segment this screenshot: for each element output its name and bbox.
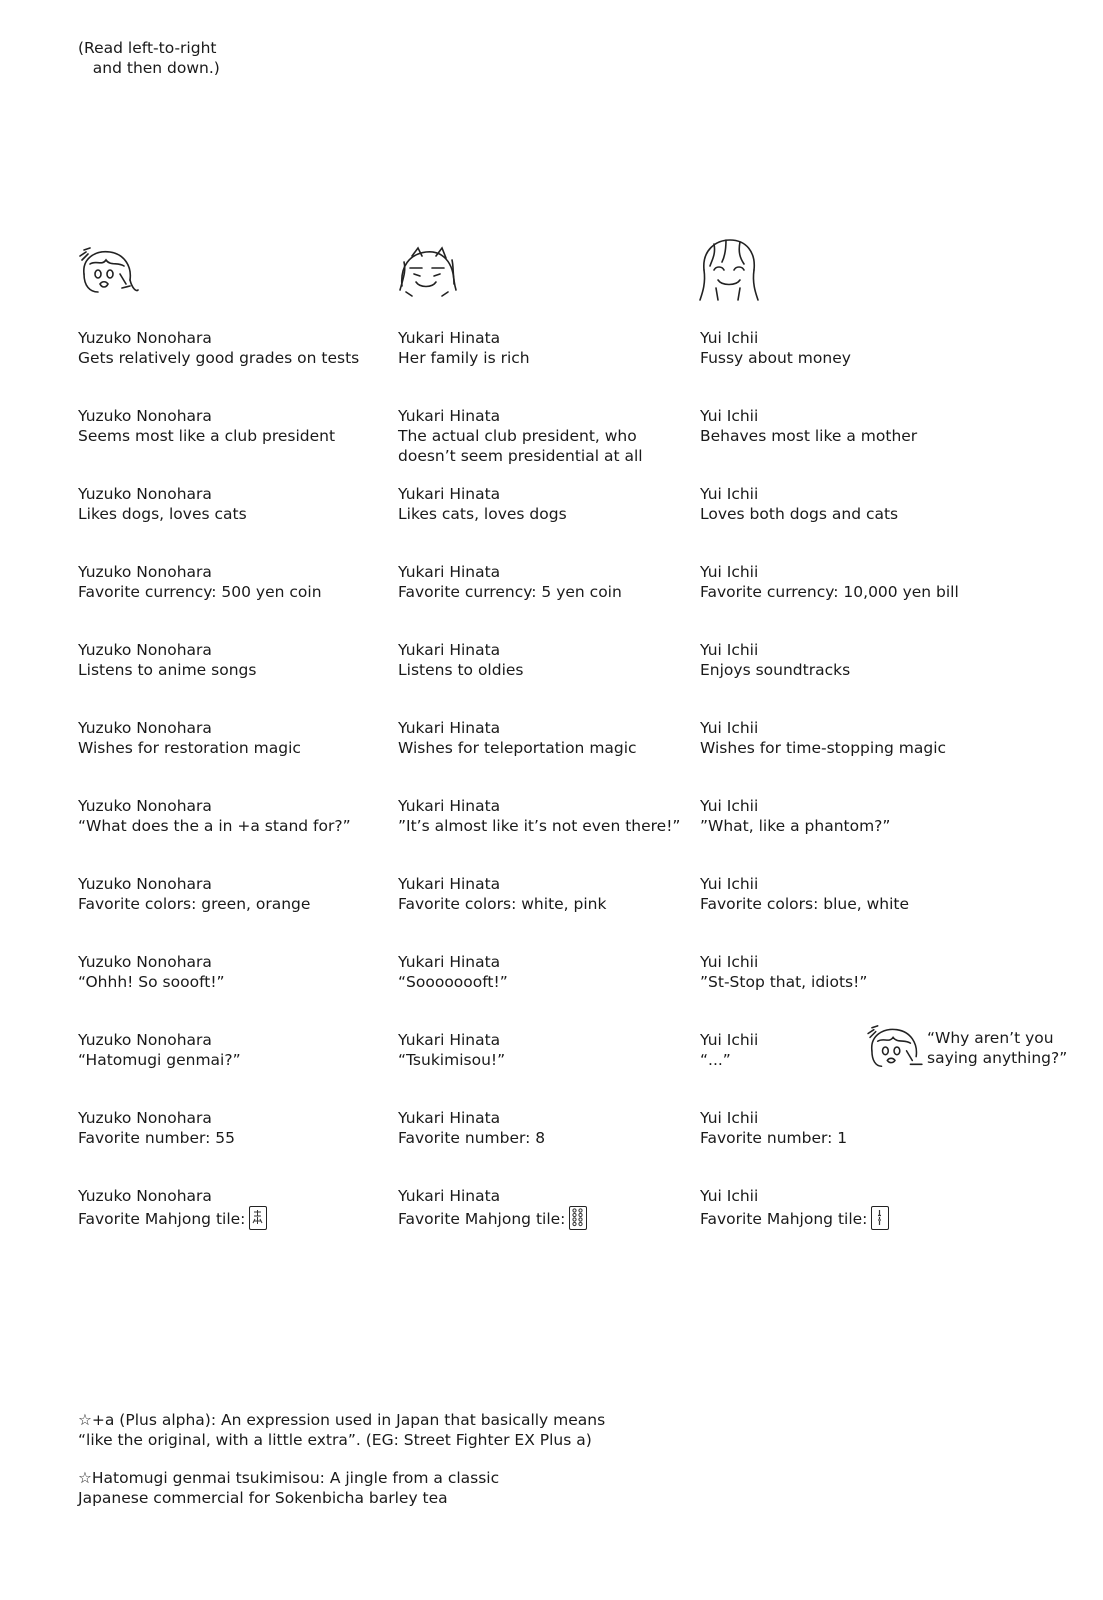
entry-yuzuko-2 bbox=[78, 406, 378, 446]
trait-text: “Ohhh! So soooft!” bbox=[78, 973, 225, 991]
entry-yukari-12 bbox=[398, 1186, 698, 1230]
reading-instruction: (Read left-to-right and then down.) bbox=[78, 39, 220, 77]
trait-text: Loves both dogs and cats bbox=[700, 505, 899, 523]
entry-yuzuko-7 bbox=[78, 796, 378, 836]
trait-text: “Soooooooft!” bbox=[398, 973, 508, 991]
character-name: Yukari Hinata bbox=[398, 797, 501, 815]
trait-text: “Tsukimisou!” bbox=[398, 1051, 506, 1069]
character-name: Yuzuko Nonohara bbox=[78, 875, 212, 893]
character-name: Yuzuko Nonohara bbox=[78, 329, 212, 347]
entry-yuzuko-3 bbox=[78, 484, 378, 524]
entry-yui-6 bbox=[700, 718, 1000, 758]
character-name: Yukari Hinata bbox=[398, 485, 501, 503]
trait-text: Behaves most like a mother bbox=[700, 427, 918, 445]
eight-circles-tile-icon bbox=[569, 1206, 587, 1230]
mahjong-label: Favorite Mahjong tile: bbox=[700, 1210, 868, 1228]
trait-text: Favorite number: 8 bbox=[398, 1129, 546, 1147]
character-name: Yukari Hinata bbox=[398, 407, 501, 425]
character-name: Yui Ichii bbox=[700, 563, 759, 581]
trait-text: Favorite currency: 5 yen coin bbox=[398, 583, 622, 601]
entry-yukari-11 bbox=[398, 1108, 698, 1148]
trait-text: Wishes for teleportation magic bbox=[398, 739, 637, 757]
trait-text: Listens to anime songs bbox=[78, 661, 257, 679]
entry-yui-5 bbox=[700, 640, 1000, 680]
trait-text: Favorite number: 1 bbox=[700, 1129, 848, 1147]
trait-text: Favorite colors: green, orange bbox=[78, 895, 311, 913]
trait-text: “Hatomugi genmai?” bbox=[78, 1051, 241, 1069]
character-name: Yuzuko Nonohara bbox=[78, 719, 212, 737]
entry-yukari-2 bbox=[398, 406, 658, 466]
trait-text: Fussy about money bbox=[700, 349, 851, 367]
entry-yukari-5 bbox=[398, 640, 698, 680]
green-dragon-tile-icon bbox=[249, 1206, 267, 1230]
entry-yui-11 bbox=[700, 1108, 1000, 1148]
trait-text: Favorite currency: 500 yen coin bbox=[78, 583, 322, 601]
entry-yuzuko-4 bbox=[78, 562, 378, 602]
entry-yuzuko-5 bbox=[78, 640, 378, 680]
entry-yuzuko-10 bbox=[78, 1030, 378, 1070]
entry-yui-7 bbox=[700, 796, 1000, 836]
entry-yukari-6 bbox=[398, 718, 698, 758]
entry-yuzuko-9 bbox=[78, 952, 378, 992]
one-bamboo-tile-icon bbox=[871, 1206, 889, 1230]
trait-text: The actual club president, who doesn’t seem presidential at all bbox=[398, 427, 643, 465]
character-name: Yukari Hinata bbox=[398, 719, 501, 737]
character-name: Yui Ichii bbox=[700, 953, 759, 971]
trait-text: Likes dogs, loves cats bbox=[78, 505, 247, 523]
entry-yuzuko-6 bbox=[78, 718, 378, 758]
entry-yukari-1 bbox=[398, 328, 698, 368]
trait-text: Listens to oldies bbox=[398, 661, 524, 679]
trait-text bbox=[700, 1206, 1000, 1230]
character-name: Yui Ichii bbox=[700, 407, 759, 425]
trait-text: Gets relatively good grades on tests bbox=[78, 349, 360, 367]
character-name: Yukari Hinata bbox=[398, 563, 501, 581]
trait-text: Favorite currency: 10,000 yen bill bbox=[700, 583, 959, 601]
trait-text bbox=[78, 1206, 378, 1230]
trait-text: Enjoys soundtracks bbox=[700, 661, 851, 679]
entry-yukari-3 bbox=[398, 484, 698, 524]
trait-text: Likes cats, loves dogs bbox=[398, 505, 567, 523]
character-name: Yukari Hinata bbox=[398, 641, 501, 659]
entry-yukari-7 bbox=[398, 796, 698, 836]
character-name: Yuzuko Nonohara bbox=[78, 797, 212, 815]
mahjong-label: Favorite Mahjong tile: bbox=[78, 1210, 246, 1228]
character-name: Yukari Hinata bbox=[398, 329, 501, 347]
entry-yui-2 bbox=[700, 406, 1000, 446]
entry-yui-3 bbox=[700, 484, 1000, 524]
character-name: Yui Ichii bbox=[700, 329, 759, 347]
character-name: Yui Ichii bbox=[700, 485, 759, 503]
entry-yuzuko-12 bbox=[78, 1186, 378, 1230]
character-name: Yuzuko Nonohara bbox=[78, 1187, 212, 1205]
character-name: Yuzuko Nonohara bbox=[78, 563, 212, 581]
character-name: Yukari Hinata bbox=[398, 953, 501, 971]
character-name: Yui Ichii bbox=[700, 1109, 759, 1127]
character-name: Yuzuko Nonohara bbox=[78, 485, 212, 503]
character-name: Yuzuko Nonohara bbox=[78, 407, 212, 425]
character-name: Yui Ichii bbox=[700, 1031, 759, 1049]
trait-text: Wishes for restoration magic bbox=[78, 739, 301, 757]
trait-text: Seems most like a club president bbox=[78, 427, 336, 445]
character-name: Yukari Hinata bbox=[398, 875, 501, 893]
character-name: Yuzuko Nonohara bbox=[78, 641, 212, 659]
entry-yukari-8 bbox=[398, 874, 698, 914]
character-name: Yui Ichii bbox=[700, 719, 759, 737]
yui-face-icon bbox=[696, 236, 760, 302]
trait-text: Her family is rich bbox=[398, 349, 530, 367]
trait-text: Favorite colors: white, pink bbox=[398, 895, 607, 913]
entry-yui-4 bbox=[700, 562, 1000, 602]
character-name: Yui Ichii bbox=[700, 797, 759, 815]
yuzuko-face-icon bbox=[864, 1022, 926, 1072]
trait-text: ”What, like a phantom?” bbox=[700, 817, 891, 835]
yuzuko-face-icon bbox=[76, 244, 140, 300]
footnote-hatomugi: ☆Hatomugi genmai tsukimisou: A jingle from a classic Japanese commercial for Sokenbicha barley tea bbox=[78, 1469, 500, 1507]
entry-yui-1 bbox=[700, 328, 1000, 368]
trait-text: Favorite number: 55 bbox=[78, 1129, 235, 1147]
character-name: Yui Ichii bbox=[700, 875, 759, 893]
entry-yui-8 bbox=[700, 874, 1000, 914]
entry-yui-9 bbox=[700, 952, 1000, 992]
character-name: Yukari Hinata bbox=[398, 1187, 501, 1205]
character-name: Yuzuko Nonohara bbox=[78, 953, 212, 971]
entry-yukari-9 bbox=[398, 952, 698, 992]
character-name: Yuzuko Nonohara bbox=[78, 1109, 212, 1127]
trait-text: “What does the a in +a stand for?” bbox=[78, 817, 351, 835]
character-name: Yui Ichii bbox=[700, 1187, 759, 1205]
trait-text: ”St-Stop that, idiots!” bbox=[700, 973, 868, 991]
trait-text: ”It’s almost like it’s not even there!” bbox=[398, 817, 681, 835]
trait-text: Favorite colors: blue, white bbox=[700, 895, 910, 913]
aside-speech: “Why aren’t you saying anything?” bbox=[927, 1029, 1068, 1067]
entry-yukari-4 bbox=[398, 562, 698, 602]
mahjong-label: Favorite Mahjong tile: bbox=[398, 1210, 566, 1228]
character-name: Yukari Hinata bbox=[398, 1109, 501, 1127]
entry-yuzuko-8 bbox=[78, 874, 378, 914]
character-name: Yukari Hinata bbox=[398, 1031, 501, 1049]
trait-text: Wishes for time-stopping magic bbox=[700, 739, 947, 757]
entry-yui-12 bbox=[700, 1186, 1000, 1230]
character-name: Yuzuko Nonohara bbox=[78, 1031, 212, 1049]
yukari-face-icon bbox=[396, 246, 460, 300]
trait-text: “...” bbox=[700, 1051, 731, 1069]
character-name: Yui Ichii bbox=[700, 641, 759, 659]
footnote-plus-alpha: ☆+a (Plus alpha): An expression used in Japan that basically means “like the original, with a little extra”. (EG: Street Fighter EX Plus a) bbox=[78, 1411, 606, 1449]
trait-text bbox=[398, 1206, 698, 1230]
entry-yuzuko-1 bbox=[78, 328, 378, 368]
entry-yuzuko-11 bbox=[78, 1108, 378, 1148]
entry-yukari-10 bbox=[398, 1030, 698, 1070]
entry-yui-10 bbox=[700, 1030, 850, 1070]
